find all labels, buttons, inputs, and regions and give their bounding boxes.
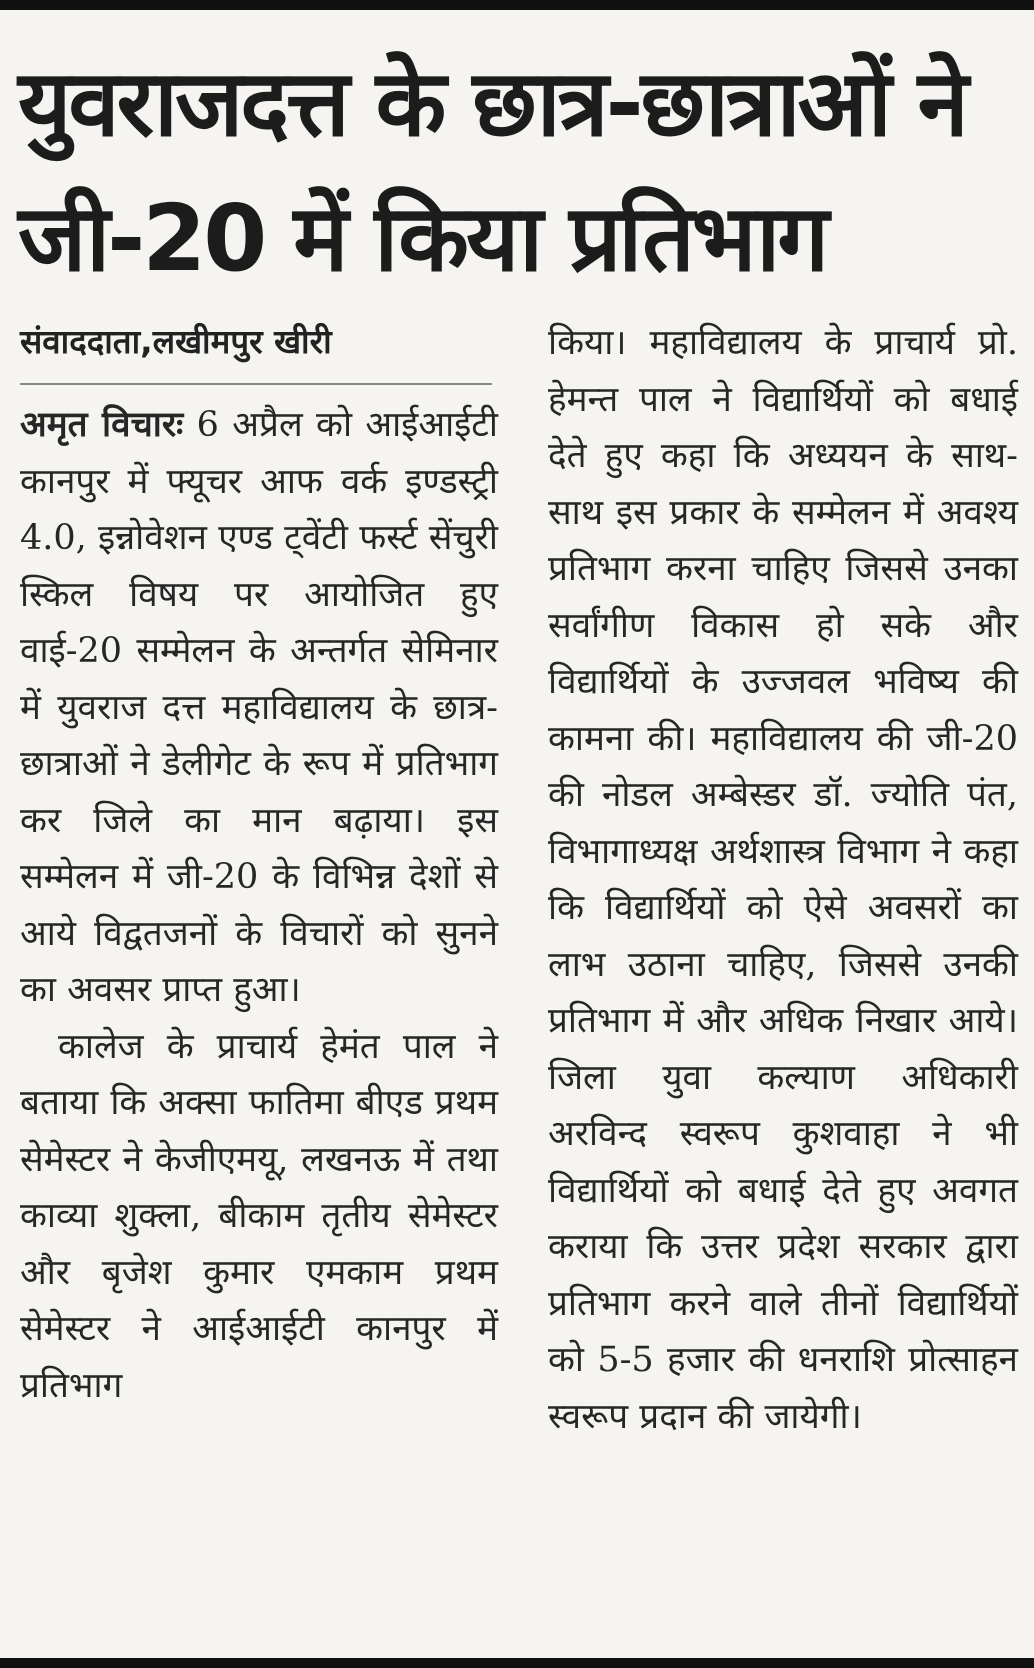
- lead-label: अमृत विचारः: [20, 405, 184, 445]
- article-column-left: [20, 315, 498, 1414]
- paragraph-2-continued: किया। महाविद्यालय के प्राचार्य प्रो. हेमन्त पाल ने विद्यार्थियों को बधाई देते हुए कहा कि अध्ययन के साथ-साथ इस प्रकार के सम्मेलन में अवश्य प्रतिभाग करना चाहिए जिससे उनका सर्वांगीण विकास हो सके और विद्यार्थियों के उज्जवल भविष्य की कामना की। महाविद्यालय की जी-20 की नोडल अम्बेस्डर डॉ. ज्योति पंत, विभागाध्यक्ष अर्थशास्त्र विभाग ने कहा कि विद्यार्थियों को ऐसे अवसरों का लाभ उठाना चाहिए, जिससे उनकी प्रतिभाग में और अधिक निखार आये। जिला युवा कल्याण अधिकारी अरविन्द स्वरूप कुशवाहा ने भी विद्यार्थियों को बधाई देते हुए अवगत कराया कि उत्तर प्रदेश सरकार द्वारा प्रतिभाग करने वाले तीनों विद्यार्थियों को 5-5 हजार की धनराशि प्रोत्साहन स्वरूप प्रदान की जायेगी।: [548, 323, 1018, 1437]
- paragraph-2: कालेज के प्राचार्य हेमंत पाल ने बताया कि अक्सा फातिमा बीएड प्रथम सेमेस्टर ने केजीएमयू, लखनऊ में तथा काव्या शुक्ला, बीकाम तृतीय सेमेस्टर और बृजेश कुमार एमकाम प्रथम सेमेस्टर ने आईआईटी कानपुर में प्रतिभाग: [20, 1026, 498, 1406]
- paragraph-1-text: 6 अप्रैल को आईआईटी कानपुर में फ्यूचर आफ वर्क इण्डस्ट्री 4.0, इन्नोवेशन एण्ड ट्वेंटी फर्स्ट सेंचुरी स्किल विषय पर आयोजित हुए वाई-20 सम्मेलन के अन्तर्गत सेमिनार में युवराज दत्त महाविद्यालय के छात्र-छात्राओं ने डेलीगेट के रूप में प्रतिभाग कर जिले का मान बढ़ाया। इस सम्मेलन में जी-20 के विभिन्न देशों से आये विद्वतजनों के विचारों को सुनने का अवसर प्राप्त हुआ।: [20, 405, 498, 1010]
- paragraph-1: [20, 397, 498, 1019]
- headline: युवराजदत्त के छात्र-छात्राओं ने जी-20 में किया प्रतिभाग: [18, 50, 966, 292]
- article-column-right: [548, 315, 1018, 1445]
- byline: संवाददाता,लखीमपुर खीरी: [20, 322, 332, 361]
- newspaper-clipping: [0, 10, 1034, 1658]
- byline-divider: [20, 383, 492, 385]
